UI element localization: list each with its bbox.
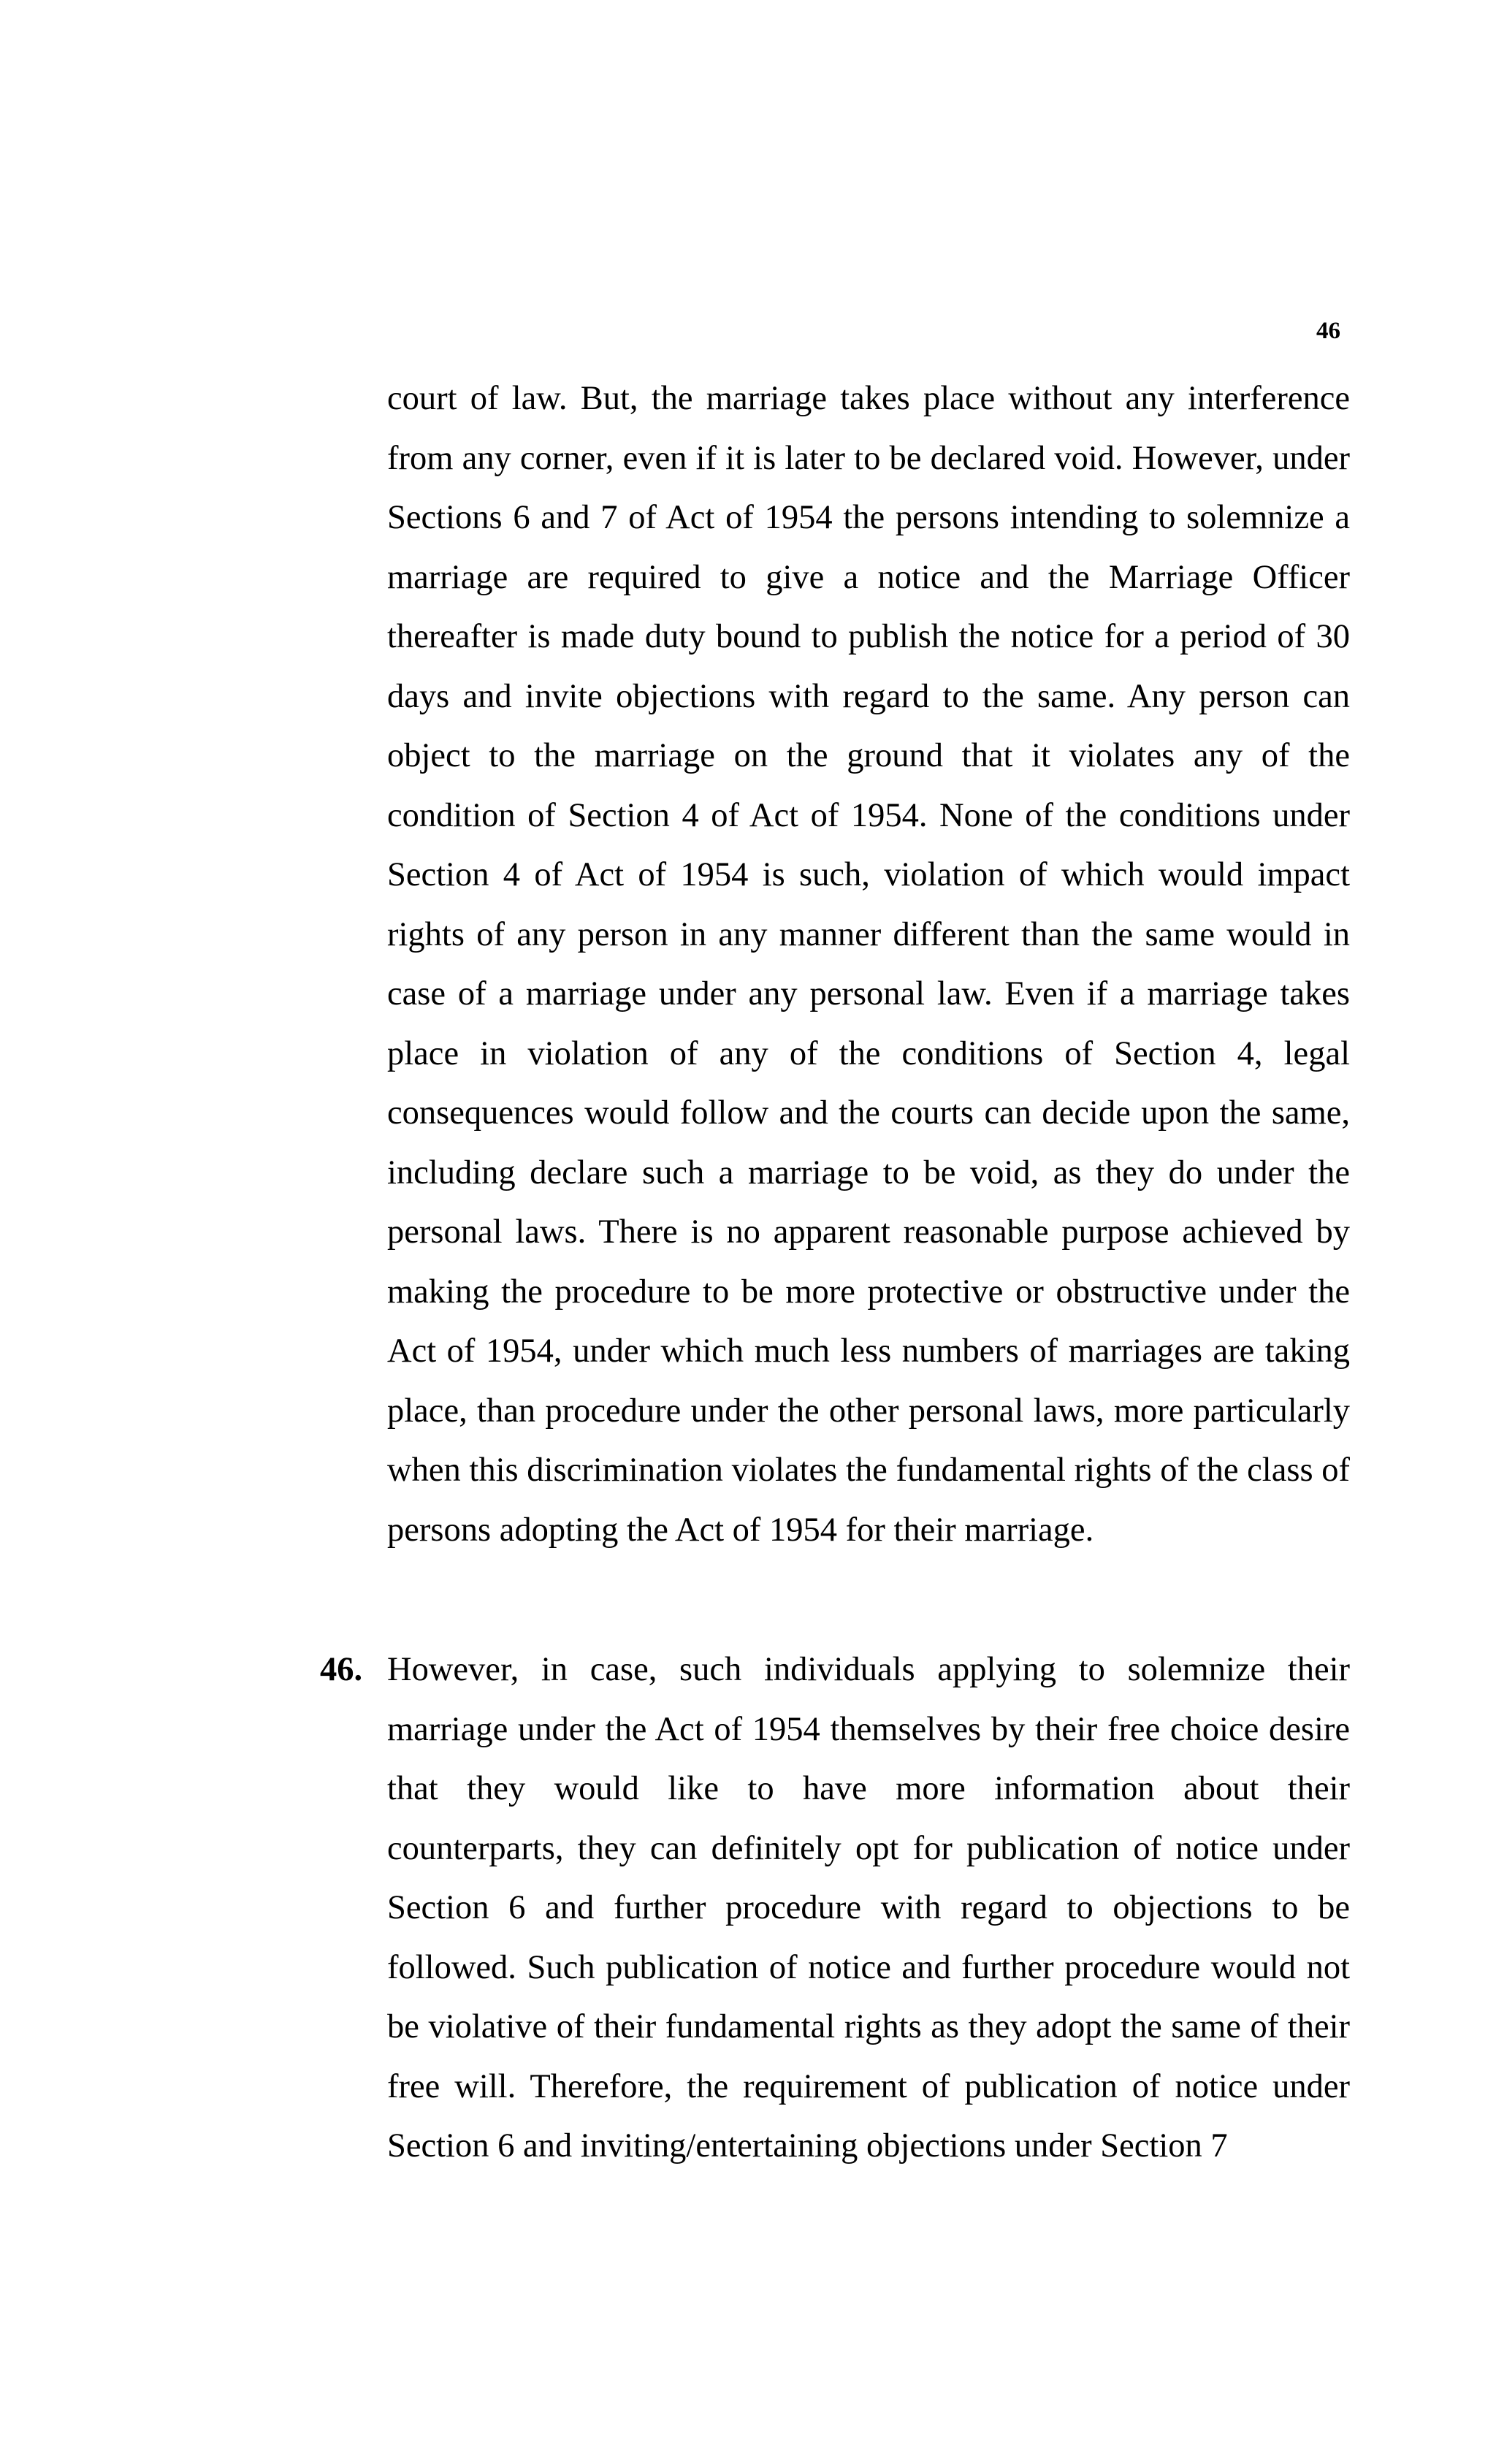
page-number: 46 bbox=[1316, 318, 1340, 344]
paragraph-46-text: However, in case, such individuals applying to solemnize their marriage under the Act of 1954 themselves by their free choice desire that they would like to have more information about their counterparts, they can definitely opt for publication of notice under Section 6 and further procedure with regard to objections to be followed. Such publication of notice and further procedure would not be violative of their fundamental rights as they adopt the same of their free will. Therefore, the requirement of publication of notice under Section 6 and inviting/entertaining objections under Section 7 bbox=[387, 1651, 1350, 2164]
continued-paragraph: court of law. But, the marriage takes place without any interference from any corner, even if it is later to be declared void. However, under Sections 6 and 7 of Act of 1954 the persons intending to solemnize a marriage are required to give a notice and the Marriage Officer thereafter is made duty bound to publish the notice for a period of 30 days and invite objections with regard to the same. Any person can object to the marriage on the ground that it violates any of the condition of Section 4 of Act of 1954. None of the conditions under Section 4 of Act of 1954 is such, violation of which would impact rights of any person in any manner different than the same would in case of a marriage under any personal law. Even if a marriage takes place in violation of any of the conditions of Section 4, legal consequences would follow and the courts can decide upon the same, including declare such a marriage to be void, as they do under the personal laws. There is no apparent reasonable purpose achieved by making the procedure to be more protective or obstructive under the Act of 1954, under which much less numbers of marriages are taking place, than procedure under the other personal laws, more particularly when this discrimination violates the fundamental rights of the class of persons adopting the Act of 1954 for their marriage. bbox=[387, 380, 1350, 1549]
paragraph-number: 46. bbox=[320, 1651, 363, 1688]
